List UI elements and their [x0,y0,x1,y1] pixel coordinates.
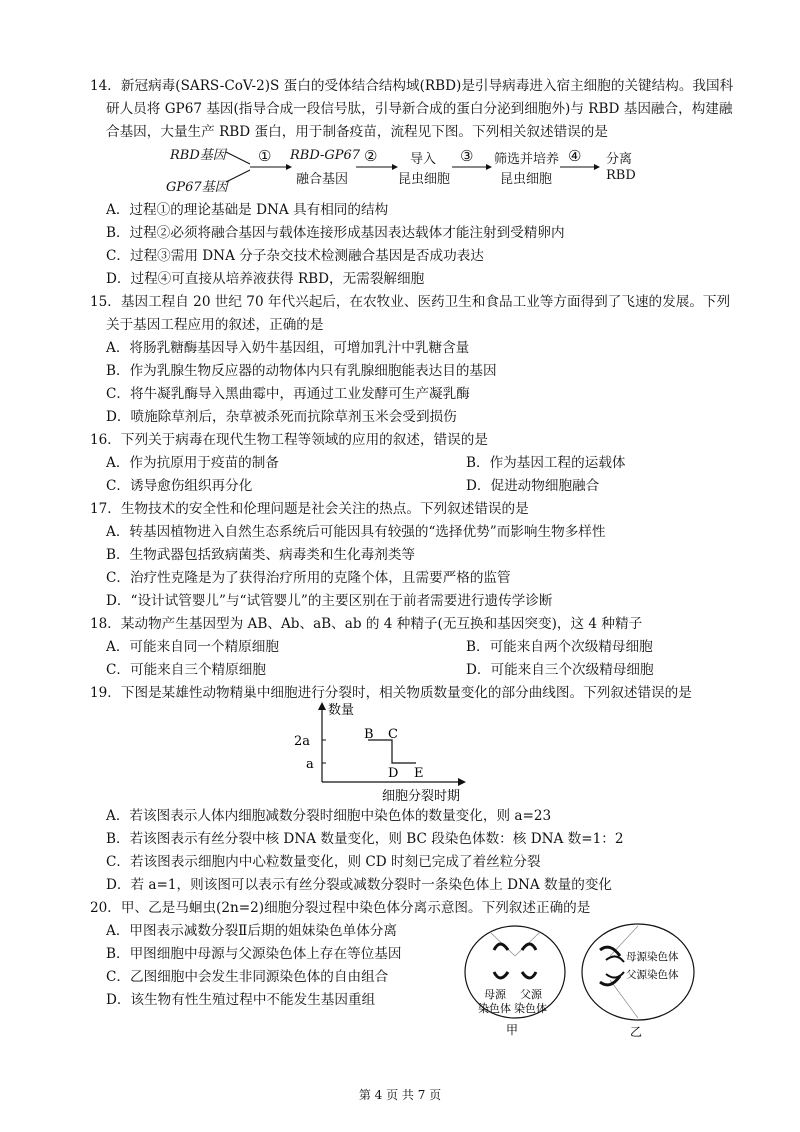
jia-paternal-bottom: 染色体 [514,1002,547,1015]
flow-gp67-gene: GP67基因 [166,180,228,195]
flow-screen-top: 筛选并培养 [494,152,560,167]
label-jia: 甲 [506,1023,519,1037]
chromosome-jia-3 [494,972,508,978]
q20-option-c: C．乙图细胞中会发生非同源染色体的自由组合 [106,969,389,985]
q20-option-a: A．甲图表示减数分裂Ⅱ后期的姐妹染色单体分离 [106,923,397,939]
graph-point-e: E [414,766,424,781]
label-yi: 乙 [630,1025,643,1039]
q19-option-d: D．若 a=1，则该图可以表示有丝分裂或减数分裂时一条染色体上 DNA 数量的变化 [106,877,613,893]
flow-step4: ④ [568,147,582,165]
q17-option-d: D．“设计试管婴儿”与“试管婴儿”的主要区别在于前者需要进行遗传学诊断 [106,593,553,609]
q20-option-d: D．该生物有性生殖过程中不能发生基因重组 [106,992,376,1008]
q18-option-b: B．可能来自两个次级精母细胞 [466,639,653,655]
flow-into-top: 导入 [410,152,437,167]
q15-stem-line2: 关于基因工程应用的叙述，正确的是 [106,317,324,333]
q15-option-b: B．作为乳腺生物反应器的动物体内只有乳腺细胞能表达目的基因 [106,363,497,379]
flow-into-bottom: 昆虫细胞 [398,172,451,187]
graph-x-arrow [458,778,466,786]
q19-option-a: A．若该图表示人体内细胞减数分裂时细胞中染色体的数量变化，则 a=23 [106,808,552,824]
q16-option-a: A．作为抗原用于疫苗的制备 [106,455,279,471]
q18-option-d: D．可能来自三个次级精母细胞 [466,662,654,678]
graph-label-a: a [306,757,314,772]
q19-stem: 19．下图是某雄性动物精巢中细胞进行分裂时，相关物质数量变化的部分曲线图。下列叙述错误的是 [90,685,692,701]
q15-stem-line1: 15．基因工程自 20 世纪 70 年代兴起后，在农牧业、医药卫生和食品工业等方面得到了飞速的发展。下列 [90,294,731,310]
graph-point-b: B [364,727,374,742]
q18-option-a: A．可能来自同一个精原细胞 [106,639,279,655]
flow-fusion-top: RBD-GP67 [290,148,361,163]
yi-maternal-label: 母源染色体 [626,951,679,963]
q14-stem-line3: 合基因，大量生产 RBD 蛋白，用于制备疫苗，流程见下图。下列相关叙述错误的是 [106,124,608,140]
q16-option-c: C．诱导愈伤组织再分化 [106,478,253,494]
q20-option-b: B．甲图细胞中母源与父源染色体上存在等位基因 [106,946,402,962]
graph-xlabel: 细胞分裂时期 [382,789,461,804]
flow-step2: ② [364,147,378,165]
graph-label-2a: 2a [294,734,311,749]
graph-ylabel: 数量 [328,703,355,718]
graph-point-c: C [388,727,398,742]
flow-rbd-gene: RBD基因 [170,148,226,163]
q16-stem: 16．下列关于病毒在现代生物工程等领域的应用的叙述，错误的是 [90,432,488,448]
flow-step3: ③ [460,147,474,165]
graph-y-arrow [318,702,326,710]
q16-option-b: B．作为基因工程的运载体 [466,455,626,471]
chromosome-jia-1 [494,944,508,950]
chromosome-jia-2 [522,944,536,950]
q18-option-c: C．可能来自三个精原细胞 [106,662,266,678]
q20-figure [460,920,710,1040]
flow-step1: ① [258,147,272,165]
flow-fusion-bottom: 融合基因 [296,172,349,187]
q17-option-c: C．治疗性克隆是为了获得治疗所用的克隆个体，且需要严格的监管 [106,570,511,586]
q19-graph [290,700,510,804]
q19-option-b: B．若该图表示有丝分裂中核 DNA 数量变化，则 BC 段染色体数：核 DNA 数=1：2 [106,831,624,847]
graph-curve [368,740,416,763]
q14-option-c: C．过程③需用 DNA 分子杂交技术检测融合基因是否成功表达 [106,248,484,264]
jia-maternal-top: 母源 [484,988,506,1001]
q20-stem: 20．甲、乙是马蛔虫(2n=2)细胞分裂过程中染色体分离示意图。下列叙述正确的是 [90,900,591,916]
q17-option-a: A．转基因植物进入自然生态系统后可能因具有较强的“选择优势”而影响生物多样性 [106,524,606,540]
q14-option-a: A．过程①的理论基础是 DNA 具有相同的结构 [106,202,389,218]
flow-separate-top: 分离 [606,152,633,167]
q19-option-c: C．若该图表示细胞内中心粒数量变化，则 CD 时刻已完成了着丝粒分裂 [106,854,541,870]
q15-option-a: A．将肠乳糖酶基因导入奶牛基因组，可增加乳汁中乳糖含量 [106,340,470,356]
graph-point-d: D [388,766,399,781]
chromosome-yi-3 [606,956,624,962]
q14-stem-line2: 研人员将 GP67 基因(指导合成一段信号肽，引导新合成的蛋白分泌到细胞外)与 RBD 基因融合，构建融 [106,101,733,117]
jia-maternal-bottom: 染色体 [478,1002,511,1015]
q14-option-b: B．过程②必须将融合基因与载体连接形成基因表达载体才能注射到受精卵内 [106,225,565,241]
chromosome-yi-4 [606,972,624,978]
flow-separate-bottom: RBD [606,168,636,183]
q15-option-d: D．喷施除草剂后，杂草被杀死而抗除草剂玉米会受到损伤 [106,409,457,425]
yi-paternal-label: 父源染色体 [626,969,679,981]
page-footer: 第 4 页 共 7 页 [358,1088,442,1102]
q15-option-c: C．将牛凝乳酶导入黑曲霉中，再通过工业发酵可生产凝乳酶 [106,386,470,402]
q16-option-d: D．促进动物细胞融合 [466,478,600,494]
q17-option-b: B．生物武器包括致病菌类、病毒类和生化毒剂类等 [106,547,416,563]
q14-flowchart [160,142,680,198]
chromosome-jia-4 [522,972,536,978]
jia-paternal-top: 父源 [520,988,542,1001]
flow-screen-bottom: 昆虫细胞 [500,172,553,187]
spindle-fiber [610,980,638,1018]
q14-stem-line1: 14．新冠病毒(SARS-CoV-2)S 蛋白的受体结合结构域(RBD)是引导病毒进入宿主细胞的关键结构。我国科 [90,78,734,94]
q17-stem: 17．生物技术的安全性和伦理问题是社会关注的热点。下列叙述错误的是 [90,501,529,517]
q18-stem: 18．某动物产生基因型为 AB、Ab、aB、ab 的 4 种精子(无互换和基因突变)，这 4 种精子 [90,616,643,632]
q14-option-d: D．过程④可直接从培养液获得 RBD，无需裂解细胞 [106,271,425,287]
